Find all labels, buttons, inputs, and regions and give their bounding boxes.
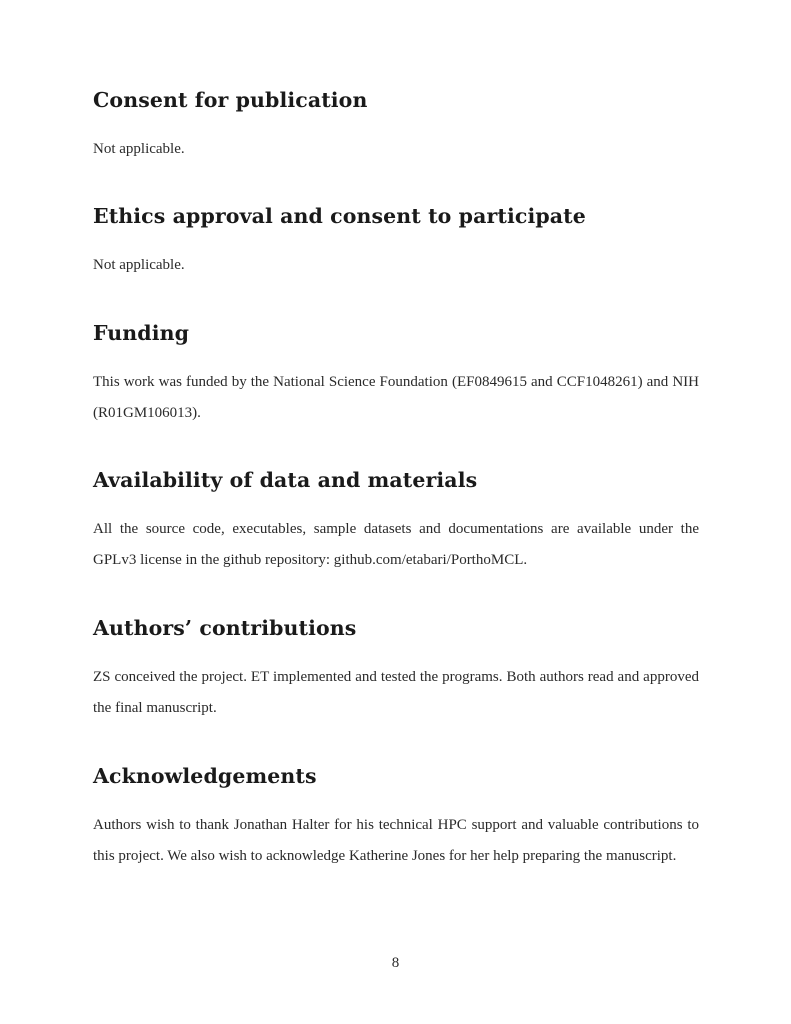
section-consent-for-publication — [93, 88, 699, 165]
section-paragraph: All the source code, executables, sample datasets and documentations are available under the GPLv3 license in the github repository: github.com/etabari/PorthoMCL. — [93, 521, 699, 568]
section-ethics-approval — [93, 204, 699, 281]
section-heading: Funding — [93, 321, 190, 345]
section-heading: Authors’ contributions — [93, 616, 357, 640]
section-paragraph: Not applicable. — [93, 257, 185, 273]
section-acknowledgements — [93, 764, 699, 871]
section-paragraph: Not applicable. — [93, 141, 185, 157]
section-paragraph: This work was funded by the National Science Foundation (EF0849615 and CCF1048261) and NIH (R01GM106013). — [93, 374, 699, 421]
section-paragraph: ZS conceived the project. ET implemented and tested the programs. Both authors read and approved the final manuscript. — [93, 669, 699, 716]
section-paragraph: Authors wish to thank Jonathan Halter for his technical HPC support and valuable contributions to this project. We also wish to acknowledge Katherine Jones for her help preparing the manuscript. — [93, 817, 699, 864]
section-heading: Acknowledgements — [93, 764, 317, 788]
section-heading: Consent for publication — [93, 88, 368, 112]
section-heading: Availability of data and materials — [93, 468, 478, 492]
section-heading: Ethics approval and consent to participate — [93, 204, 586, 228]
section-authors-contributions — [93, 616, 699, 723]
section-availability-of-data — [93, 468, 699, 575]
page-number: 8 — [391, 955, 400, 971]
section-funding — [93, 321, 699, 428]
